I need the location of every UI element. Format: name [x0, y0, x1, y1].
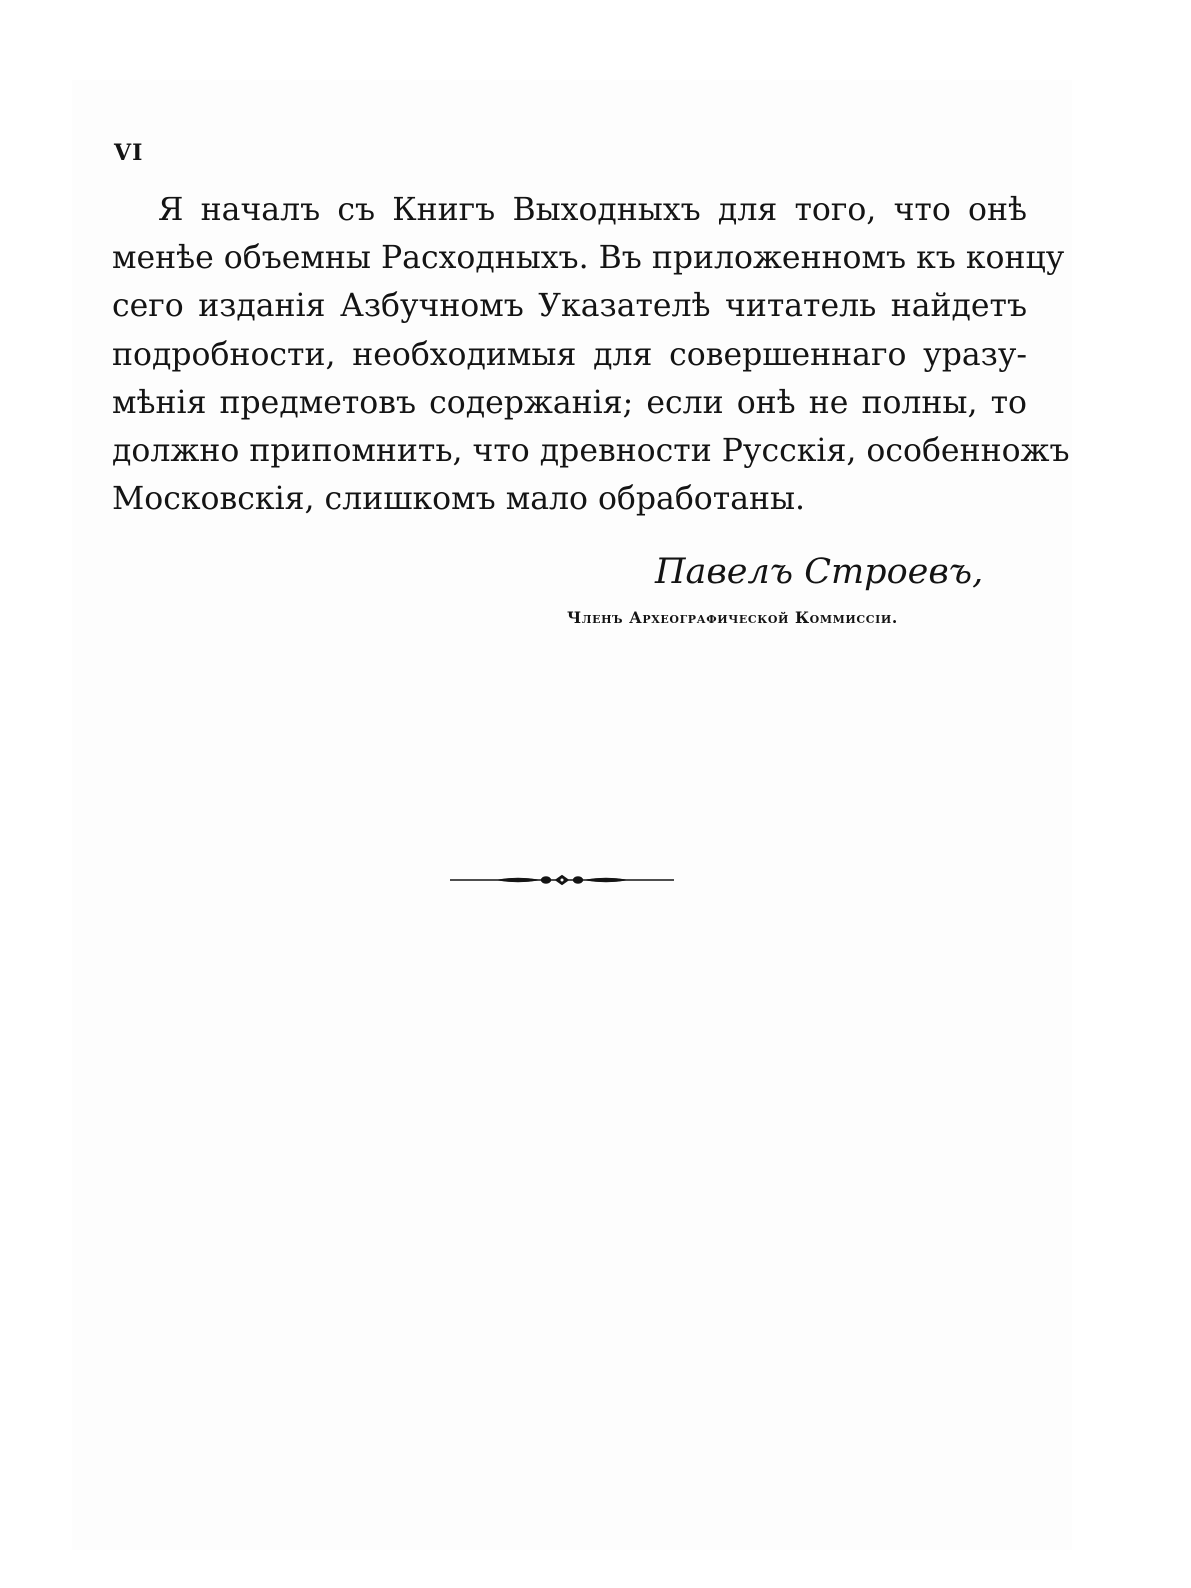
- paragraph-line: менѣе объемны Расходныхъ. Въ приложенномъ къ концу: [112, 240, 1065, 277]
- signature-name: Павелъ Строевъ,: [655, 552, 984, 592]
- page-number: VI: [114, 140, 144, 166]
- printers-ornament-divider-icon: [448, 870, 676, 890]
- paragraph-line: сего изданія Азбучномъ Указателѣ читатель найдетъ: [112, 288, 1027, 325]
- paragraph-line: Московскія, слишкомъ мало обработаны.: [112, 481, 806, 518]
- paragraph-line: подробности, необходимыя для совершеннаго уразу-: [112, 336, 1027, 373]
- paragraph-line: должно припомнить, что древности Русскія, особенножъ: [112, 432, 1070, 469]
- paragraph-line: Я началъ съ Книгъ Выходныхъ для того, что онѣ: [158, 192, 1027, 228]
- body-paragraph: [112, 186, 1070, 523]
- signature-title: Членъ Археографической Коммиссіи.: [567, 608, 898, 627]
- paragraph-line: мѣнія предметовъ содержанія; если онѣ не полны, то: [112, 384, 1027, 421]
